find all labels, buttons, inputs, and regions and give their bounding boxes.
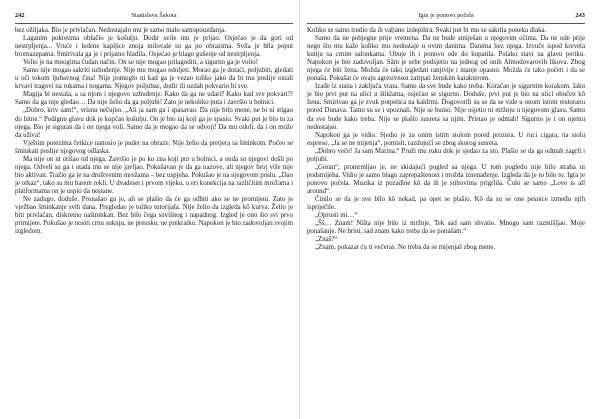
paragraph: Napokon ga je vidio. Sjedio je za onim istim stolom pored prozora. U ruci cigara, na stolu espreso. „Ja se ne mijenja“, pomisli, razdujući se zbog skorog susreta.	[307, 131, 585, 147]
paragraph: Vještim potezima četkice nanosio je puder na obraze. Nije želio da pretjera sa šminkom. Počeo se šminkati poslije njegovog odlaska.	[15, 139, 293, 155]
paragraph: Koliko se samo trudio da ih valjano izdepilira. Svaki put bi mu se sakrila poneka dlaka.	[307, 27, 547, 34]
paragraph: Laganim pokretima oblačio je košulju. Dodir svile mu je prijao. Osjećao je da gori od nestrpljenja... Vruće i ledene kapljice znoja milovale su ga po obrazima. Svila je bila poput bromazepama. Smirivala ga je i prijatno hladila. Osjećao je blago gušenje od nestrpljenja.	[15, 35, 293, 59]
left-page-body	[15, 27, 293, 236]
paragraph: Magija bi nestala, a sa njom i njegovo uzbuđenje. Kako da ga ne udari? Kako kad sve pokvari?! Samo da ga nije gledao… Da nije želio da ga poljubi! Zato je nekoliko puta i završio u bolnici.	[15, 91, 293, 107]
paragraph: „Znam, pokazat ću ti večeras. Ne treba da se mijenjaš zbog mene.	[315, 244, 496, 252]
paragraph: bez ožiljaka. Bio je privlačan. Nedostajalo mu je samo malo samopouzdanja.	[15, 27, 226, 34]
left-page-number: 242	[15, 12, 25, 19]
paragraph: Izađe iz stana i zaključa vrata. Samo da sve bude kako treba. Koračao je sigurnim korakom. Iako je bio prvi put na ulici u štiklama, osjećao se sigurno. Doduše, prvi put je bio na ulici obučen kô žena. Smirivao ga je zvuk potpetica na kaldrmi. Dogovorili su se da se vide u onom istom restoranu pored Dunava. Tamo su se i upoznali. Nije se bunio. Nije osjetio ni mržnju u njegovom glasu. Samo da sve bude kako treba. Nije se plašio susreta sa njim. Pristao je odmah! Sigurno je i on njemu nedostajao.	[307, 83, 585, 131]
right-running-title: Igra je ponovo počela	[418, 12, 474, 19]
right-page-body	[307, 27, 585, 252]
right-page	[300, 0, 600, 419]
paragraph: „Šš… Znam! Ništa nije bilo iz mržnje. Tek sad sam shvatio. Mnogo sam razmišljao. Moje ponašanje. Ne brini, sad znam kako treba da se ponašam.“	[307, 220, 585, 236]
paragraph: „Dobro, kriv sam!“, vrisnu nečujno. „Ali ja sam ga i spasavao. Da nije bilo mene, ne bi ni stigao do hitne.“ Podignu glavu dok je kopčao košulju. On je bio taj koji ga je spasio. Svaki put je bio tu za njega. Bio je siguran da i on njega voli. Samo da je mogao da se odvoji! Da mu odoli, da i on može da uživa!	[15, 107, 293, 139]
paragraph: Samo nije mogao sakriti uzbuđenje. Nije mu mogao odoljeti. Morao ga je dotaći, poljubiti, gledati u oči tokom ljubavnog čina! Nije pomoglo ni kad ga je vezao toliko jako da bi mu poslije ostali krvavi tragovi na rukama i nogama. Njegov poljubac, dodir ili uzdah pokvario bi sve.	[15, 67, 293, 91]
right-running-head	[307, 12, 585, 24]
paragraph: „Dobro veče! Ja sam Marina.“ Pruži mu ruku dok je sjedao za sto. Plašio se da ga odmah zagrli i poljubi.	[307, 147, 585, 163]
paragraph: Ma nije on ni otišao od njega. Završio je po ko zna koji put u bolnici, a onda su njegovi došli po njega. Odveli su ga i otada mu se nije javljao. Pokušavao je da ga nazove, ali njegov broj više nije bio aktivan. Tražio ga je na društvenim mrežama – bez uspjeha. Pokušao je na njegovom poslu. „Dao je otkaz“, tako su mu barem rekli. U dvadeset i prvom vijeku, u eri konekcija na različitim mrežama i platformama on je uspio da nestane.	[15, 155, 293, 195]
paragraph: „Znaš?“	[315, 236, 338, 244]
paragraph: Volio je na mnogima čudan način. On se nije mogao prilagoditi, a sigurno ga je volio!	[23, 59, 258, 67]
left-running-head	[15, 12, 293, 24]
right-page-number: 243	[575, 12, 585, 19]
paragraph: „Oprosti mi…“	[315, 212, 358, 220]
paragraph: Činilo se da je sve bilo kô nekad, pa opet se plašio. Kô da su se one pesnice između njih ispriječile.	[307, 195, 585, 212]
left-running-title: Stanislava Šakota	[131, 12, 177, 19]
paragraph: Samo da ne pobjegne prije vremena. Da ne bude smiješan u njegovim očima. Da ne ode prije nego što mu kaže koliko mu nedostaje u ovim danima. Danima bez njega. Izvuče ispod kreveta kutiju sa crnim salonkama. Obuje ih i ponovo ode do kupatila. Polako stavi na glavu periku. Napokon je bio zadovoljan. Sām je sebe podsjetio na jednog od onih Almodovarovih likova. Zbog njega će biti žena. Možda će tako izgledati ranjivije i manje opasno. Možda će tako početi i da se ponaša. Pokušat će ovaju agresivnost zatrpati ženskim karakterom.	[307, 35, 585, 83]
paragraph: „Goran“, promrmljao je, ne skidajući pogled sa njega. U tom pogledu nije bilo straha ni podsmijeha. Vidio je samo blagu zaprepaštenost i možda iznenađenje. Izgleda da je to bilo to. Igra je ponovo počela. Muzika iz pozadine kô da ih je stihovima prigrlila. Čulo se samo „Love is all around“.	[307, 163, 585, 195]
paragraph: Ne zadugo, doduše. Pronašao ga je, ali se plašio da će ga odbiti ako se ne promijeni. Zato je vježbao šminkanje svih dana. Pregledao je toliko tutorijala. Nije želio da izgleda kô kurva. Želio je biti privlačan, diskretno našminkan. Bez bilo čega suvišnog i napadnog. Izgled je ono što svi prvo primijete. Pokušao je nositi crnu suknju, ne preusku, ne prekratku. Napokon je bio zadovoljan svojim izgledom.	[15, 195, 293, 236]
